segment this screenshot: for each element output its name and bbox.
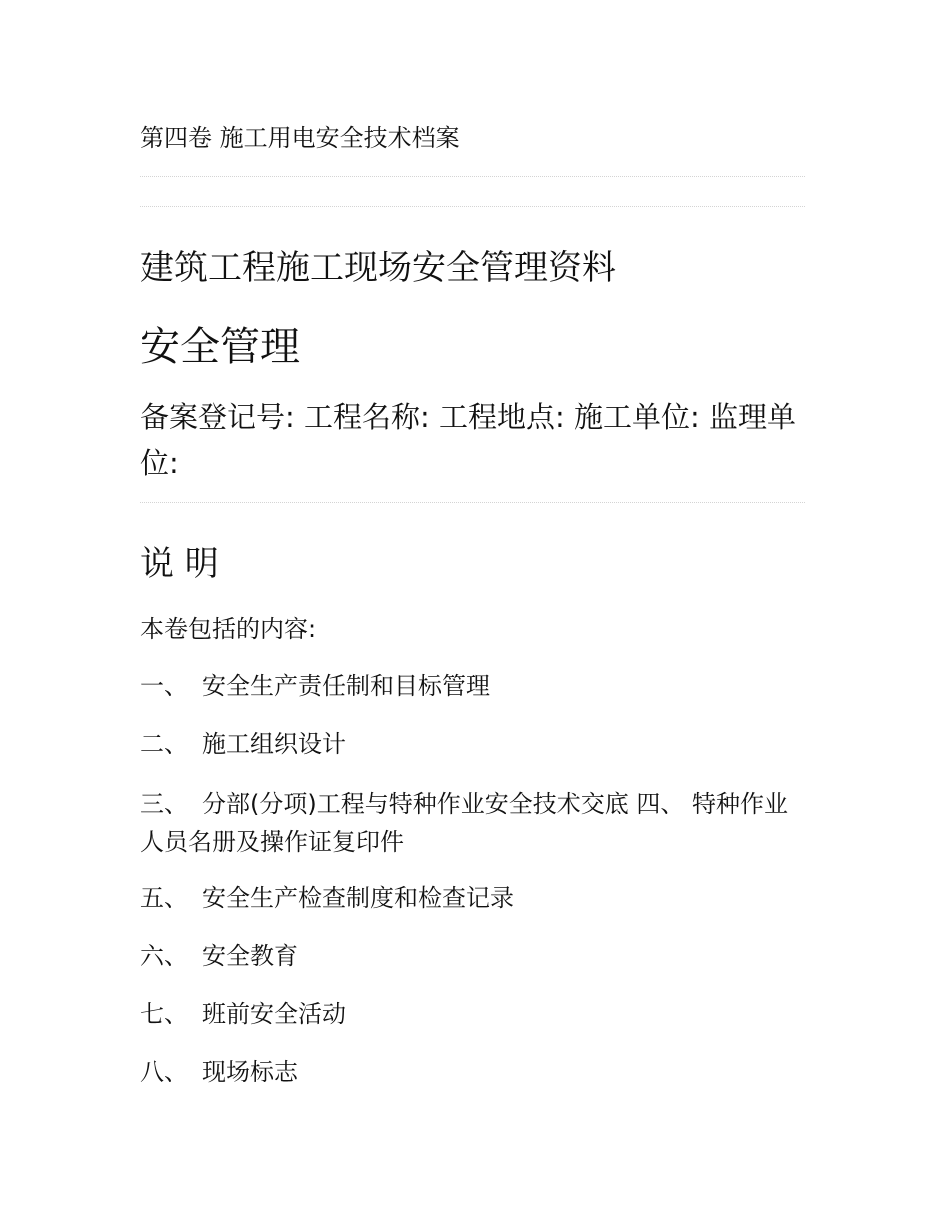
item-text: 安全生产检查制度和检查记录 (202, 884, 514, 912)
contents-intro: 本卷包括的内容: (140, 615, 317, 643)
item-number: 一、 (140, 672, 188, 700)
record-info-line: 备案登记号: 工程名称: 工程地点: 施工单位: 监理单位: (140, 400, 796, 480)
item-text: 班前安全活动 (202, 1000, 346, 1028)
item-number: 二、 (140, 730, 188, 758)
item-number: 三、 (140, 790, 188, 818)
item-number: 八、 (140, 1058, 188, 1086)
list-item (140, 669, 805, 703)
sub-title: 安全管理 (140, 324, 300, 370)
main-title: 建筑工程施工现场安全管理资料 (140, 248, 616, 288)
dotted-divider (140, 206, 805, 207)
item-text: 安全教育 (202, 942, 298, 970)
item-number: 六、 (140, 942, 188, 970)
item-number: 七、 (140, 1000, 188, 1028)
list-item (140, 997, 805, 1031)
item-number: 五、 (140, 884, 188, 912)
volume-title: 第四卷 施工用电安全技术档案 (140, 124, 460, 152)
item-text: 分部(分项)工程与特种作业安全技术交底 四、 特种作业人员名册及操作证复印件 (140, 790, 788, 856)
contents-list (140, 612, 805, 1113)
explain-heading: 说 明 (140, 544, 219, 584)
list-item (140, 939, 805, 973)
list-item (140, 785, 805, 861)
item-text: 安全生产责任制和目标管理 (202, 672, 490, 700)
list-item (140, 881, 805, 915)
item-text: 现场标志 (202, 1058, 298, 1086)
item-text: 施工组织设计 (202, 730, 346, 758)
dotted-divider (140, 176, 805, 177)
list-item (140, 727, 805, 761)
dotted-divider (140, 502, 805, 503)
list-item (140, 1055, 805, 1089)
